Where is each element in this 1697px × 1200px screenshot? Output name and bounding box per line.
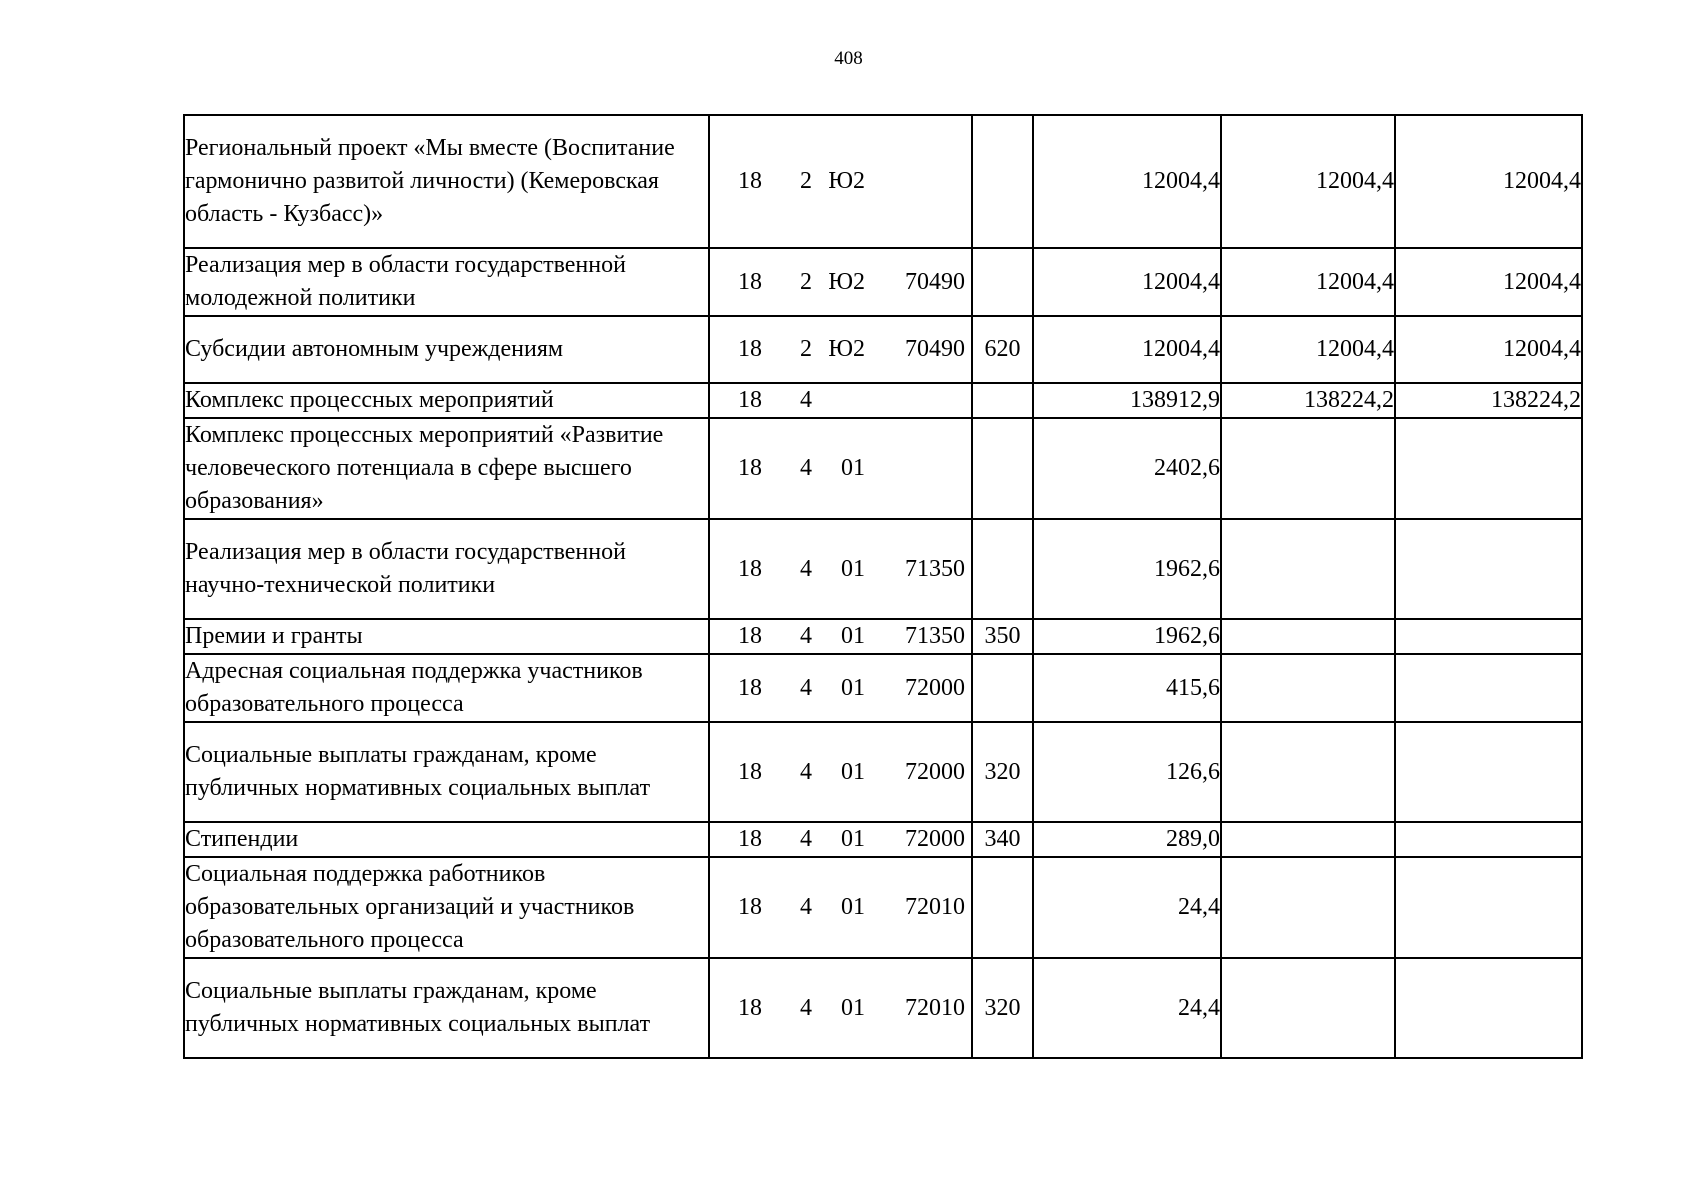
page-number: 408 <box>834 48 863 69</box>
table-row <box>184 418 1582 519</box>
code-program: 18 <box>738 268 762 295</box>
table-row <box>184 519 1582 619</box>
amount-year-3-cell: 12004,4 <box>1395 115 1582 248</box>
code-program: 18 <box>738 826 762 852</box>
expense-type-cell <box>972 248 1033 316</box>
amount-year-1-cell: 24,4 <box>1033 958 1221 1058</box>
code-cell <box>709 619 972 654</box>
row-name-cell: Региональный проект «Мы вместе (Воспитание гармонично развитой личности) (Кемеровская область - Кузбасс)» <box>184 115 709 248</box>
code-direction: 72000 <box>905 826 965 852</box>
code-program: 18 <box>738 894 762 920</box>
code-subprogram: 4 <box>800 674 812 701</box>
amount-year-3-cell: 12004,4 <box>1395 316 1582 383</box>
code-subprogram: 4 <box>800 826 812 852</box>
row-name-cell: Комплекс процессных мероприятий <box>184 383 709 418</box>
amount-year-1-cell: 12004,4 <box>1033 248 1221 316</box>
amount-year-2-cell <box>1221 857 1395 958</box>
amount-year-1-cell: 126,6 <box>1033 722 1221 822</box>
code-direction: 71350 <box>905 555 965 582</box>
code-cell <box>709 958 972 1058</box>
row-name-cell: Стипендии <box>184 822 709 857</box>
code-project: Ю2 <box>828 268 865 295</box>
code-subprogram: 4 <box>800 623 812 649</box>
code-cell <box>709 822 972 857</box>
code-project: 01 <box>841 894 865 920</box>
amount-year-3-cell: 12004,4 <box>1395 248 1582 316</box>
code-direction: 71350 <box>905 623 965 649</box>
code-cell <box>709 316 972 383</box>
expense-type-cell <box>972 418 1033 519</box>
code-program: 18 <box>738 387 762 413</box>
table-row <box>184 316 1582 383</box>
code-project: Ю2 <box>828 168 865 194</box>
amount-year-1-cell: 415,6 <box>1033 654 1221 722</box>
code-cell <box>709 248 972 316</box>
amount-year-2-cell: 12004,4 <box>1221 115 1395 248</box>
code-subprogram: 4 <box>800 894 812 920</box>
amount-year-2-cell <box>1221 958 1395 1058</box>
code-direction: 70490 <box>905 336 965 362</box>
code-project: 01 <box>841 623 865 649</box>
expense-type-cell <box>972 654 1033 722</box>
table-row <box>184 822 1582 857</box>
amount-year-3-cell <box>1395 722 1582 822</box>
amount-year-1-cell: 12004,4 <box>1033 115 1221 248</box>
expense-type-cell: 350 <box>972 619 1033 654</box>
amount-year-2-cell <box>1221 619 1395 654</box>
amount-year-1-cell: 1962,6 <box>1033 619 1221 654</box>
expense-type-cell: 340 <box>972 822 1033 857</box>
row-name-cell: Социальные выплаты гражданам, кроме публичных нормативных социальных выплат <box>184 958 709 1058</box>
expense-type-cell <box>972 115 1033 248</box>
code-subprogram: 4 <box>800 455 812 481</box>
code-subprogram: 4 <box>800 994 812 1021</box>
table-row <box>184 654 1582 722</box>
code-subprogram: 4 <box>800 387 812 413</box>
amount-year-3-cell <box>1395 619 1582 654</box>
budget-table <box>183 114 1583 1059</box>
expense-type-cell <box>972 857 1033 958</box>
code-program: 18 <box>738 336 762 362</box>
row-name-cell: Социальная поддержка работников образовательных организаций и участников образовательного процесса <box>184 857 709 958</box>
code-program: 18 <box>738 994 762 1021</box>
table-row <box>184 248 1582 316</box>
code-program: 18 <box>738 168 762 194</box>
expense-type-cell: 620 <box>972 316 1033 383</box>
code-direction: 72000 <box>905 758 965 785</box>
code-subprogram: 4 <box>800 758 812 785</box>
code-cell <box>709 519 972 619</box>
code-direction: 72010 <box>905 994 965 1021</box>
code-project: 01 <box>841 826 865 852</box>
code-subprogram: 2 <box>800 336 812 362</box>
amount-year-2-cell <box>1221 722 1395 822</box>
expense-type-cell: 320 <box>972 958 1033 1058</box>
expense-type-cell <box>972 383 1033 418</box>
amount-year-1-cell: 289,0 <box>1033 822 1221 857</box>
amount-year-3-cell <box>1395 822 1582 857</box>
amount-year-2-cell <box>1221 418 1395 519</box>
code-direction: 72000 <box>905 674 965 701</box>
amount-year-3-cell <box>1395 418 1582 519</box>
code-subprogram: 2 <box>800 268 812 295</box>
code-cell <box>709 722 972 822</box>
amount-year-2-cell: 12004,4 <box>1221 248 1395 316</box>
amount-year-1-cell: 2402,6 <box>1033 418 1221 519</box>
code-project: 01 <box>841 758 865 785</box>
amount-year-1-cell: 1962,6 <box>1033 519 1221 619</box>
amount-year-1-cell: 138912,9 <box>1033 383 1221 418</box>
amount-year-2-cell <box>1221 519 1395 619</box>
expense-type-cell <box>972 519 1033 619</box>
row-name-cell: Адресная социальная поддержка участников образовательного процесса <box>184 654 709 722</box>
amount-year-3-cell <box>1395 654 1582 722</box>
row-name-cell: Комплекс процессных мероприятий «Развитие человеческого потенциала в сфере высшего образования» <box>184 418 709 519</box>
row-name-cell: Премии и гранты <box>184 619 709 654</box>
amount-year-2-cell: 138224,2 <box>1221 383 1395 418</box>
code-subprogram: 4 <box>800 555 812 582</box>
table-row <box>184 383 1582 418</box>
amount-year-3-cell <box>1395 857 1582 958</box>
code-program: 18 <box>738 623 762 649</box>
row-name-cell: Социальные выплаты гражданам, кроме публичных нормативных социальных выплат <box>184 722 709 822</box>
code-direction: 70490 <box>905 268 965 295</box>
code-project: Ю2 <box>828 336 865 362</box>
code-program: 18 <box>738 455 762 481</box>
amount-year-1-cell: 12004,4 <box>1033 316 1221 383</box>
code-direction: 72010 <box>905 894 965 920</box>
table-row <box>184 619 1582 654</box>
code-subprogram: 2 <box>800 168 812 194</box>
expense-type-cell: 320 <box>972 722 1033 822</box>
amount-year-3-cell: 138224,2 <box>1395 383 1582 418</box>
amount-year-2-cell <box>1221 654 1395 722</box>
amount-year-2-cell <box>1221 822 1395 857</box>
code-project: 01 <box>841 555 865 582</box>
code-cell <box>709 115 972 248</box>
table-row <box>184 722 1582 822</box>
code-cell <box>709 654 972 722</box>
code-program: 18 <box>738 758 762 785</box>
code-project: 01 <box>841 455 865 481</box>
amount-year-2-cell: 12004,4 <box>1221 316 1395 383</box>
code-program: 18 <box>738 674 762 701</box>
code-program: 18 <box>738 555 762 582</box>
amount-year-1-cell: 24,4 <box>1033 857 1221 958</box>
code-cell <box>709 857 972 958</box>
table-row <box>184 958 1582 1058</box>
amount-year-3-cell <box>1395 958 1582 1058</box>
code-project: 01 <box>841 994 865 1021</box>
code-cell <box>709 418 972 519</box>
table-row <box>184 115 1582 248</box>
row-name-cell: Реализация мер в области государственной молодежной политики <box>184 248 709 316</box>
row-name-cell: Субсидии автономным учреждениям <box>184 316 709 383</box>
code-cell <box>709 383 972 418</box>
row-name-cell: Реализация мер в области государственной научно-технической политики <box>184 519 709 619</box>
table-row <box>184 857 1582 958</box>
amount-year-3-cell <box>1395 519 1582 619</box>
code-project: 01 <box>841 674 865 701</box>
